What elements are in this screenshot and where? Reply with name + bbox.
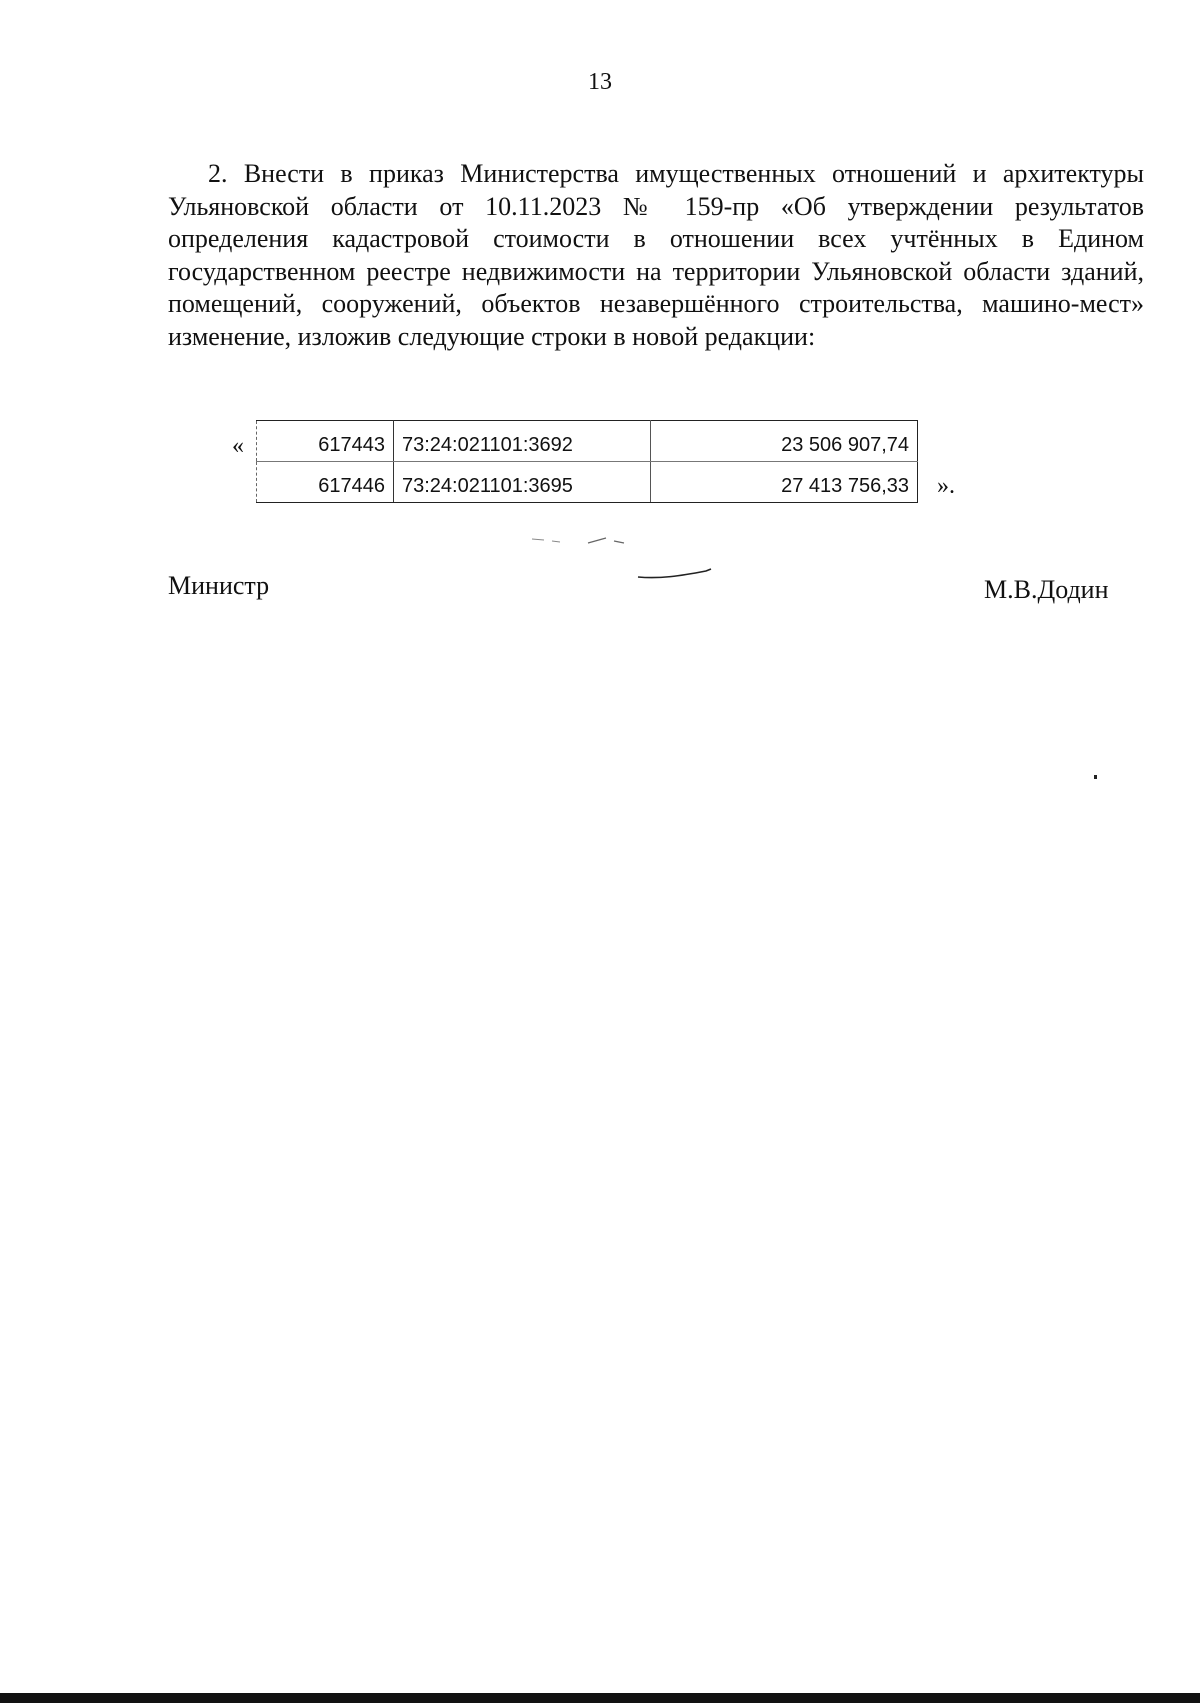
handwritten-signature bbox=[530, 535, 770, 585]
cadastral-value-cell: 27 413 756,33 bbox=[651, 462, 918, 503]
amendment-paragraph: 2. Внести в приказ Министерства имущественных отношений и архитектуры Ульяновской области от 10.11.2023 № 159-пр «Об утверждении результатов определения кадастровой стоимости в отношении всех учтённых в Едином государственном реестре недвижимости на территории Ульяновской области зданий, помещений, сооружений, объектов незавершённого строительства, машино-мест» изменение, изложив следующие строки в новой редакции: bbox=[168, 159, 1144, 351]
scan-speck bbox=[1094, 775, 1097, 779]
cadastral-value-cell: 23 506 907,74 bbox=[651, 421, 918, 462]
cadastral-number-cell: 73:24:021101:3692 bbox=[394, 421, 651, 462]
scan-edge-bar bbox=[0, 1693, 1200, 1703]
amended-rows-block bbox=[232, 420, 992, 510]
signer-title: Министр bbox=[168, 571, 270, 600]
table-row bbox=[257, 421, 918, 462]
row-number-cell: 617443 bbox=[257, 421, 394, 462]
cadastral-value-table bbox=[256, 420, 918, 503]
table-row bbox=[257, 462, 918, 503]
signer-name: М.В.Додин bbox=[984, 575, 1109, 604]
cadastral-number-cell: 73:24:021101:3695 bbox=[394, 462, 651, 503]
row-number-cell: 617446 bbox=[257, 462, 394, 503]
opening-quote: « bbox=[232, 433, 244, 459]
page-number: 13 bbox=[588, 69, 612, 95]
closing-quote: ». bbox=[937, 473, 955, 499]
